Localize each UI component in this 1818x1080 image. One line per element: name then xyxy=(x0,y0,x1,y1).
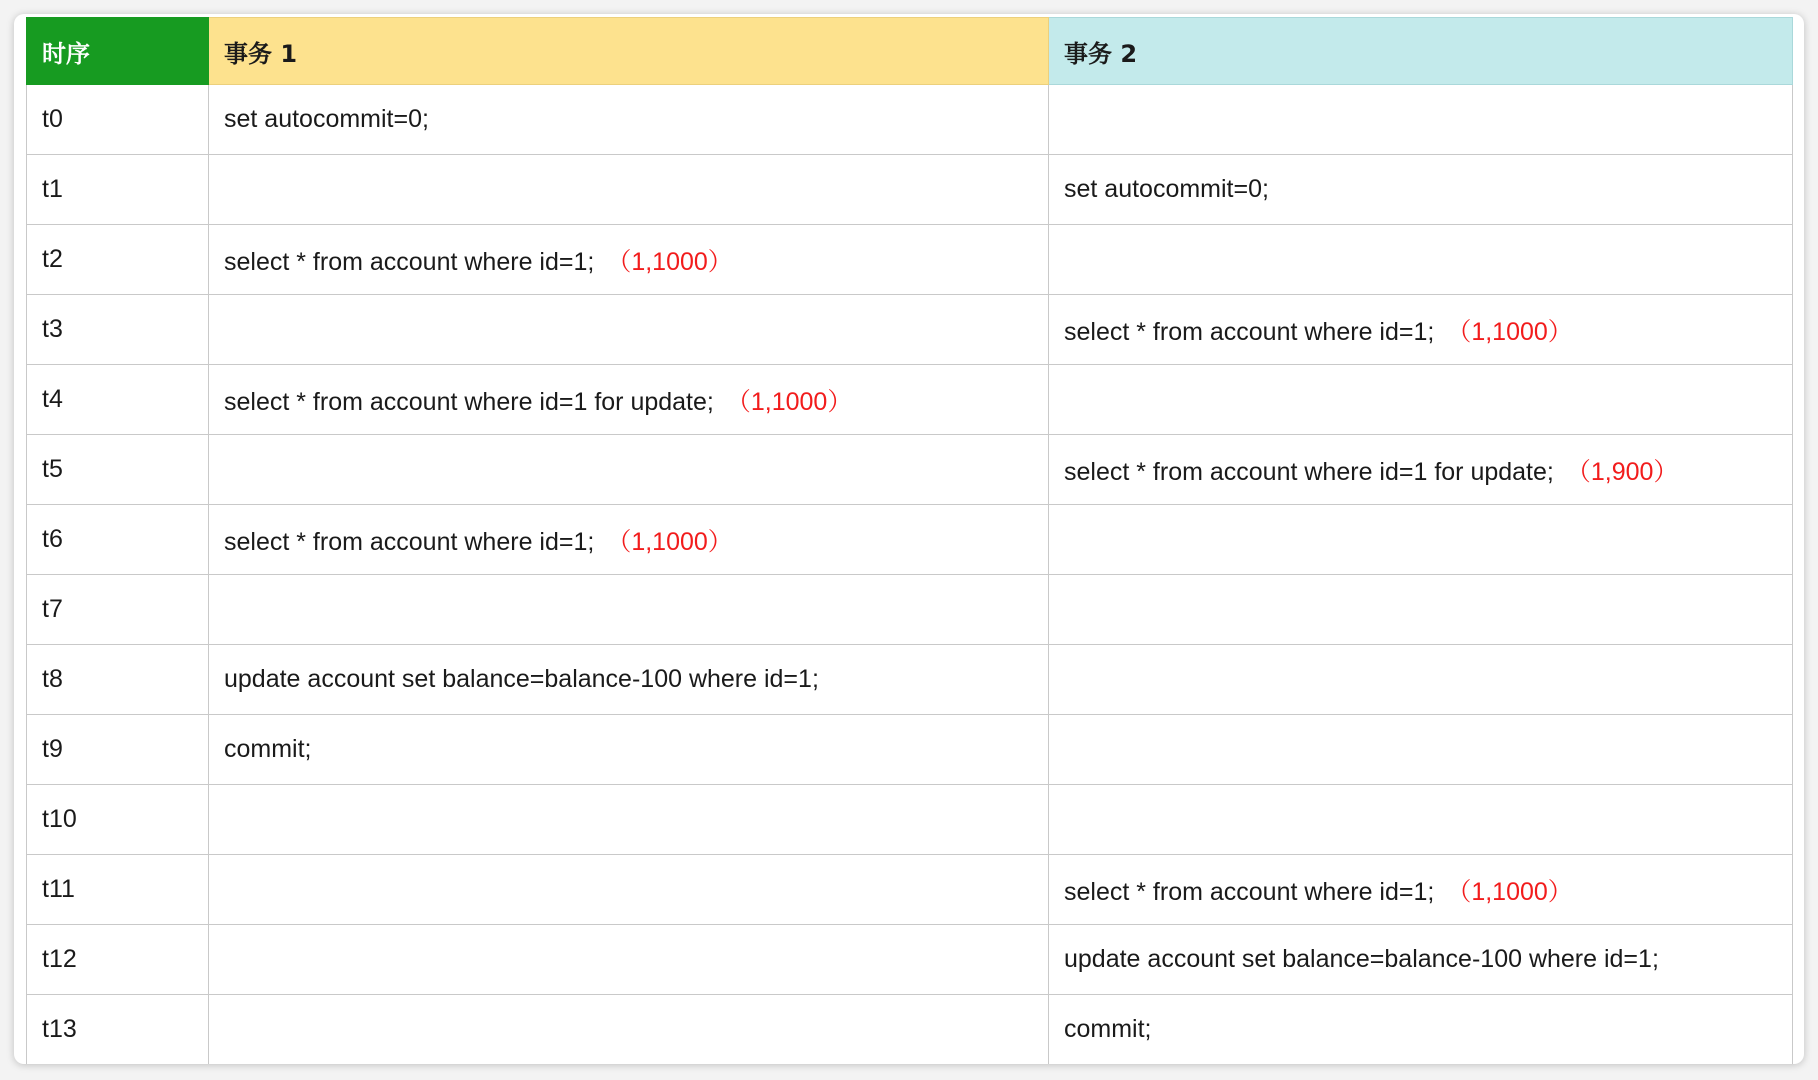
header-transaction-1: 事务 1 xyxy=(209,18,1049,85)
sql-statement: set autocommit=0; xyxy=(224,105,429,133)
cell-transaction-2 xyxy=(1049,505,1793,575)
cell-time: t4 xyxy=(27,365,209,435)
cell-transaction-2 xyxy=(1049,855,1793,925)
cell-transaction-2 xyxy=(1049,155,1793,225)
query-result: （1,1000） xyxy=(606,527,733,556)
cell-transaction-2 xyxy=(1049,925,1793,995)
sql-statement: commit; xyxy=(1064,1015,1152,1043)
table-row xyxy=(27,645,1793,715)
cell-time: t1 xyxy=(27,155,209,225)
cell-time: t8 xyxy=(27,645,209,715)
cell-time: t2 xyxy=(27,225,209,295)
cell-transaction-1 xyxy=(209,155,1049,225)
header-time: 时序 xyxy=(27,18,209,85)
table-row xyxy=(27,855,1793,925)
cell-time: t13 xyxy=(27,995,209,1065)
cell-time: t9 xyxy=(27,715,209,785)
cell-transaction-1 xyxy=(209,925,1049,995)
cell-transaction-2 xyxy=(1049,785,1793,855)
sql-statement: set autocommit=0; xyxy=(1064,175,1269,203)
table-row xyxy=(27,995,1793,1065)
table-row xyxy=(27,715,1793,785)
sql-statement: select * from account where id=1; xyxy=(224,247,595,276)
cell-time: t12 xyxy=(27,925,209,995)
query-result: （1,1000） xyxy=(1446,877,1573,906)
cell-transaction-1 xyxy=(209,505,1049,575)
table-row xyxy=(27,575,1793,645)
table-row xyxy=(27,925,1793,995)
table-row xyxy=(27,365,1793,435)
query-result: （1,900） xyxy=(1565,457,1679,486)
cell-transaction-1 xyxy=(209,645,1049,715)
cell-transaction-2 xyxy=(1049,85,1793,155)
header-transaction-2: 事务 2 xyxy=(1049,18,1793,85)
cell-time: t0 xyxy=(27,85,209,155)
table-row xyxy=(27,505,1793,575)
sql-statement: update account set balance=balance-100 where id=1; xyxy=(224,665,819,693)
cell-transaction-1 xyxy=(209,575,1049,645)
cell-time: t7 xyxy=(27,575,209,645)
cell-transaction-1 xyxy=(209,225,1049,295)
sql-statement: select * from account where id=1; xyxy=(224,527,595,556)
transaction-timeline-table xyxy=(26,17,1793,1064)
sql-statement: select * from account where id=1; xyxy=(1064,877,1435,906)
cell-transaction-2 xyxy=(1049,365,1793,435)
query-result: （1,1000） xyxy=(606,247,733,276)
sql-statement: select * from account where id=1 for update; xyxy=(1064,457,1554,486)
cell-time: t5 xyxy=(27,435,209,505)
cell-transaction-2 xyxy=(1049,295,1793,365)
table-row xyxy=(27,435,1793,505)
cell-time: t10 xyxy=(27,785,209,855)
cell-transaction-1 xyxy=(209,295,1049,365)
cell-transaction-2 xyxy=(1049,645,1793,715)
table-row xyxy=(27,85,1793,155)
cell-time: t3 xyxy=(27,295,209,365)
cell-transaction-1 xyxy=(209,715,1049,785)
cell-transaction-1 xyxy=(209,995,1049,1065)
sql-statement: select * from account where id=1; xyxy=(1064,317,1435,346)
sql-statement: update account set balance=balance-100 where id=1; xyxy=(1064,945,1659,973)
cell-transaction-2 xyxy=(1049,715,1793,785)
header-row xyxy=(27,18,1793,85)
table-row xyxy=(27,225,1793,295)
cell-transaction-2 xyxy=(1049,435,1793,505)
cell-transaction-1 xyxy=(209,365,1049,435)
table-row xyxy=(27,785,1793,855)
transaction-table-card xyxy=(14,14,1804,1064)
cell-transaction-2 xyxy=(1049,225,1793,295)
table-row xyxy=(27,295,1793,365)
cell-transaction-1 xyxy=(209,85,1049,155)
cell-time: t6 xyxy=(27,505,209,575)
cell-transaction-1 xyxy=(209,855,1049,925)
query-result: （1,1000） xyxy=(725,387,853,416)
cell-transaction-1 xyxy=(209,435,1049,505)
cell-transaction-2 xyxy=(1049,575,1793,645)
cell-time: t11 xyxy=(27,855,209,925)
sql-statement: commit; xyxy=(224,735,312,763)
query-result: （1,1000） xyxy=(1446,317,1573,346)
table-row xyxy=(27,155,1793,225)
cell-transaction-2 xyxy=(1049,995,1793,1065)
cell-transaction-1 xyxy=(209,785,1049,855)
sql-statement: select * from account where id=1 for update; xyxy=(224,387,714,416)
